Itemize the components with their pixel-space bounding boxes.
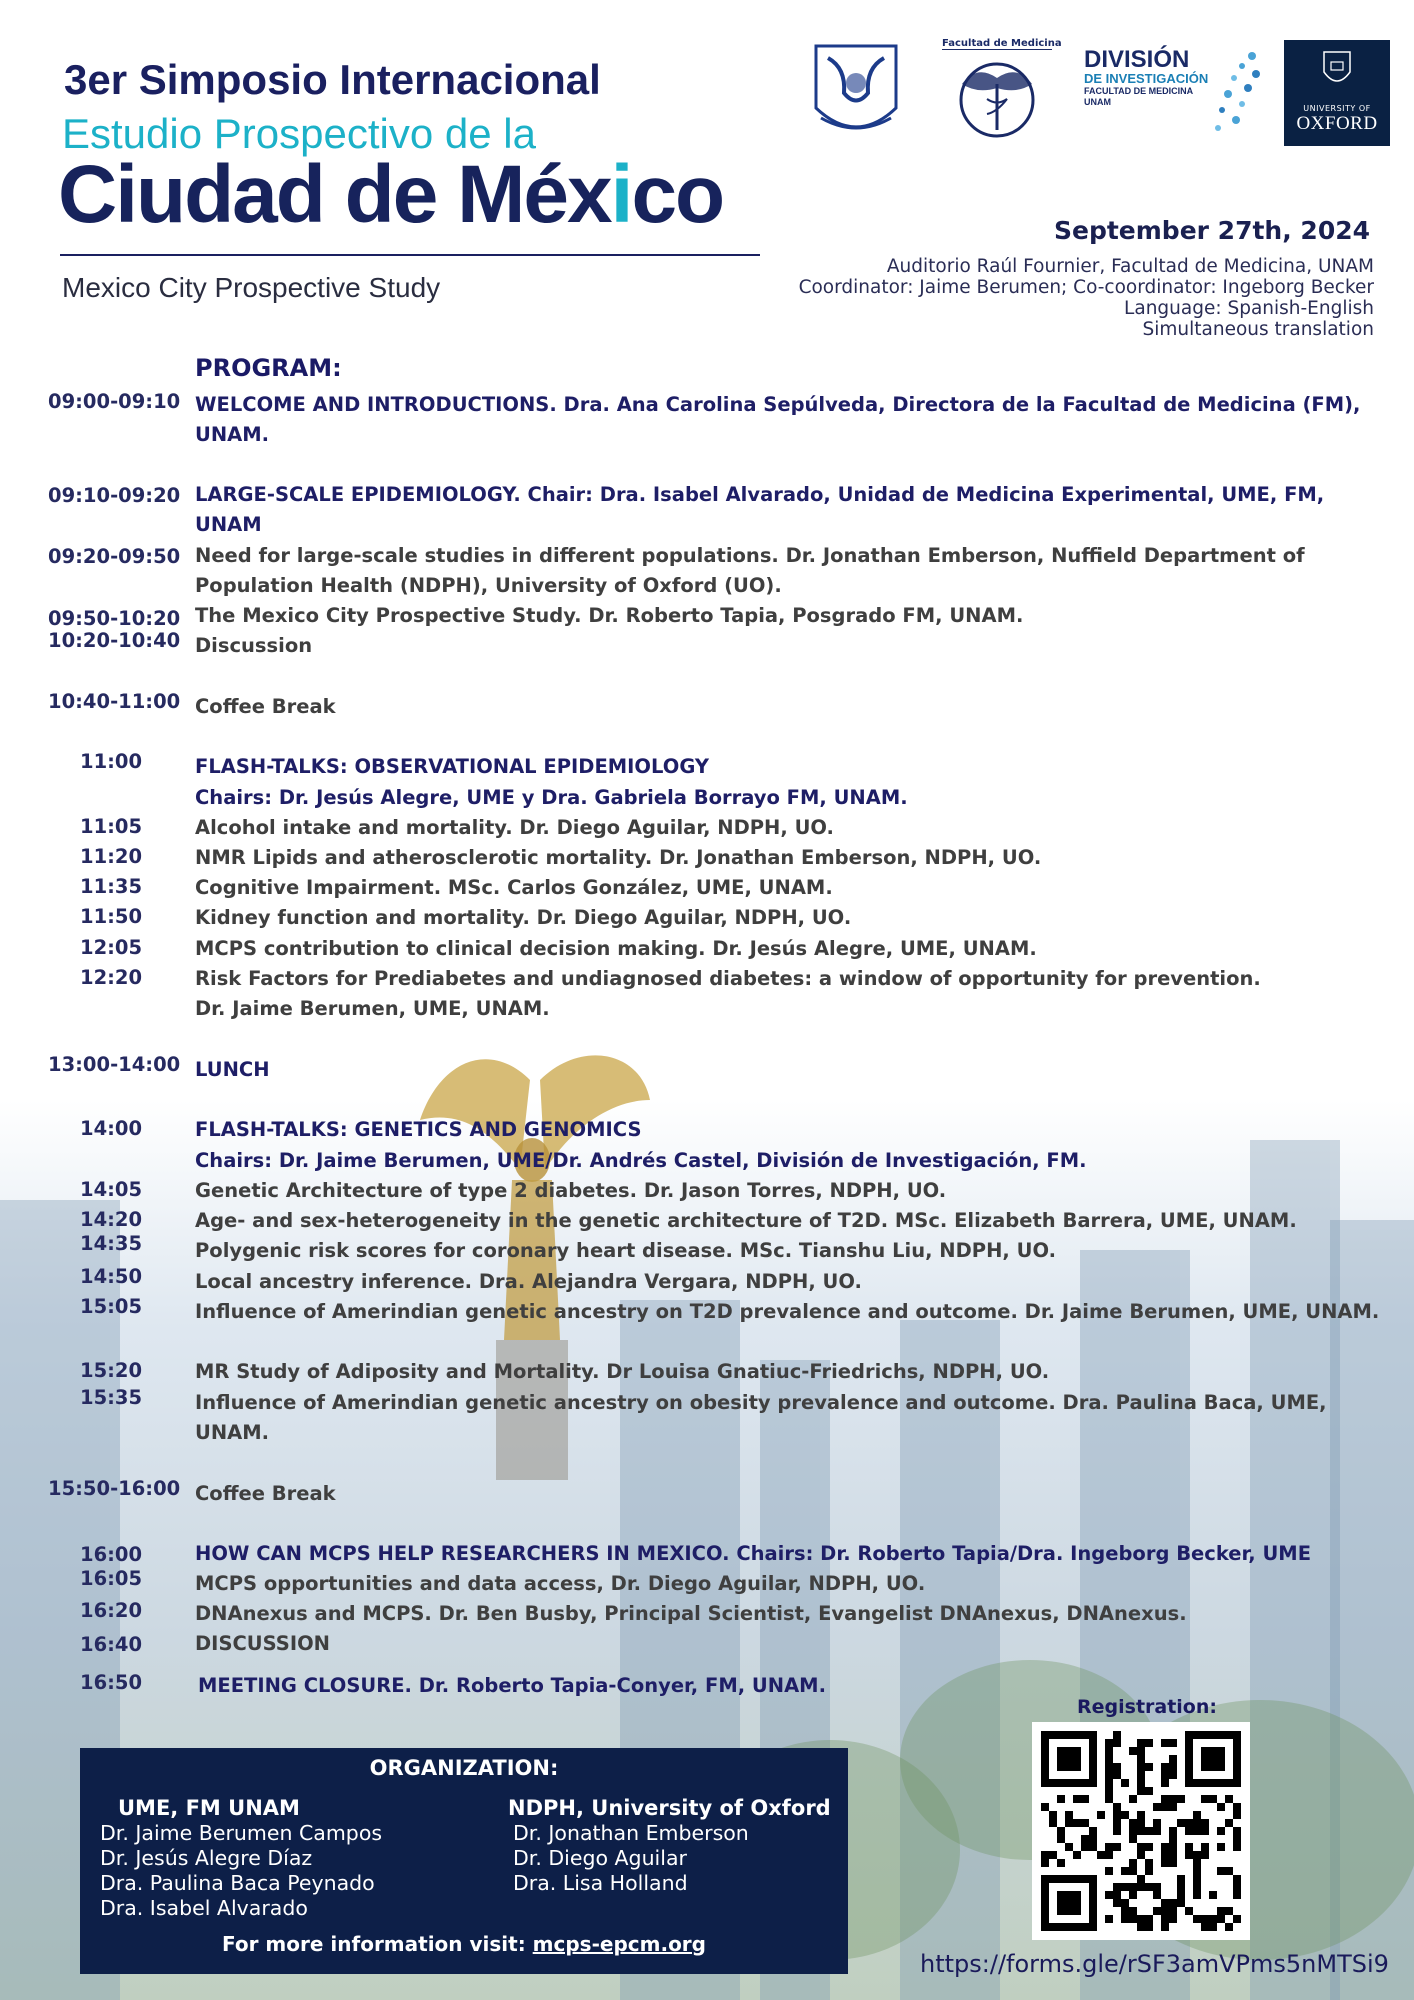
organization-ume-column	[100, 1796, 382, 1921]
qr-code-icon	[1032, 1722, 1250, 1940]
more-info-line: For more information visit: mcps-epcm.org	[222, 1932, 706, 1956]
registration-label: Registration:	[1077, 1696, 1217, 1718]
event-venue: Auditorio Raúl Fournier, Facultad de Medicina, UNAM	[886, 256, 1374, 277]
facultad-medicina-logo: Facultad de Medicina	[942, 38, 1052, 146]
organizer-name: Dr. Diego Aguilar	[513, 1846, 687, 1870]
organization-oxford-column	[508, 1796, 831, 1896]
organizer-name: Dra. Lisa Holland	[513, 1871, 688, 1895]
organizer-name: Dr. Jesús Alegre Díaz	[100, 1846, 313, 1870]
title-divider	[60, 254, 760, 256]
division-investigacion-logo: DIVISIÓN DE INVESTIGACIÓN FACULTAD DE MEDICINA UNAM	[1084, 48, 1264, 138]
organizer-name: Dra. Paulina Baca Peynado	[100, 1871, 375, 1895]
website-link[interactable]: mcps-epcm.org	[532, 1932, 706, 1956]
oxford-logo: UNIVERSITY OF OXFORD	[1284, 40, 1390, 146]
event-date: September 27th, 2024	[1053, 216, 1370, 245]
event-details	[799, 256, 1374, 340]
study-title-line1: Estudio Prospectivo de la	[62, 110, 536, 157]
event-language: Language: Spanish-English	[1124, 298, 1374, 319]
organization-box	[80, 1748, 848, 1974]
molecule-dots-icon	[1212, 48, 1264, 138]
study-title-line2: Ciudad de México	[58, 149, 724, 240]
organization-title: ORGANIZATION:	[369, 1756, 559, 1780]
study-subtitle: Mexico City Prospective Study	[62, 272, 441, 303]
program-heading: PROGRAM:	[195, 354, 342, 382]
organization-ume-heading: UME, FM UNAM	[118, 1796, 300, 1820]
symposium-title: 3er Simposio Internacional	[64, 56, 601, 103]
organizer-name: Dr. Jaime Berumen Campos	[100, 1821, 383, 1845]
event-coordinators: Coordinator: Jaime Berumen; Co-coordinator: Ingeborg Becker	[798, 277, 1374, 298]
event-translation: Simultaneous translation	[1142, 319, 1374, 340]
registration-link[interactable]: https://forms.gle/rSF3amVPms5nMTSi9	[920, 1950, 1389, 1978]
registration-qr-code[interactable]	[1032, 1722, 1250, 1940]
organizer-name: Dr. Jonathan Emberson	[513, 1821, 749, 1845]
organization-oxford-heading: NDPH, University of Oxford	[508, 1796, 831, 1820]
organizer-name: Dra. Isabel Alvarado	[100, 1896, 308, 1920]
oxford-crest-icon	[1322, 50, 1352, 90]
unam-seal-logo	[806, 38, 906, 146]
